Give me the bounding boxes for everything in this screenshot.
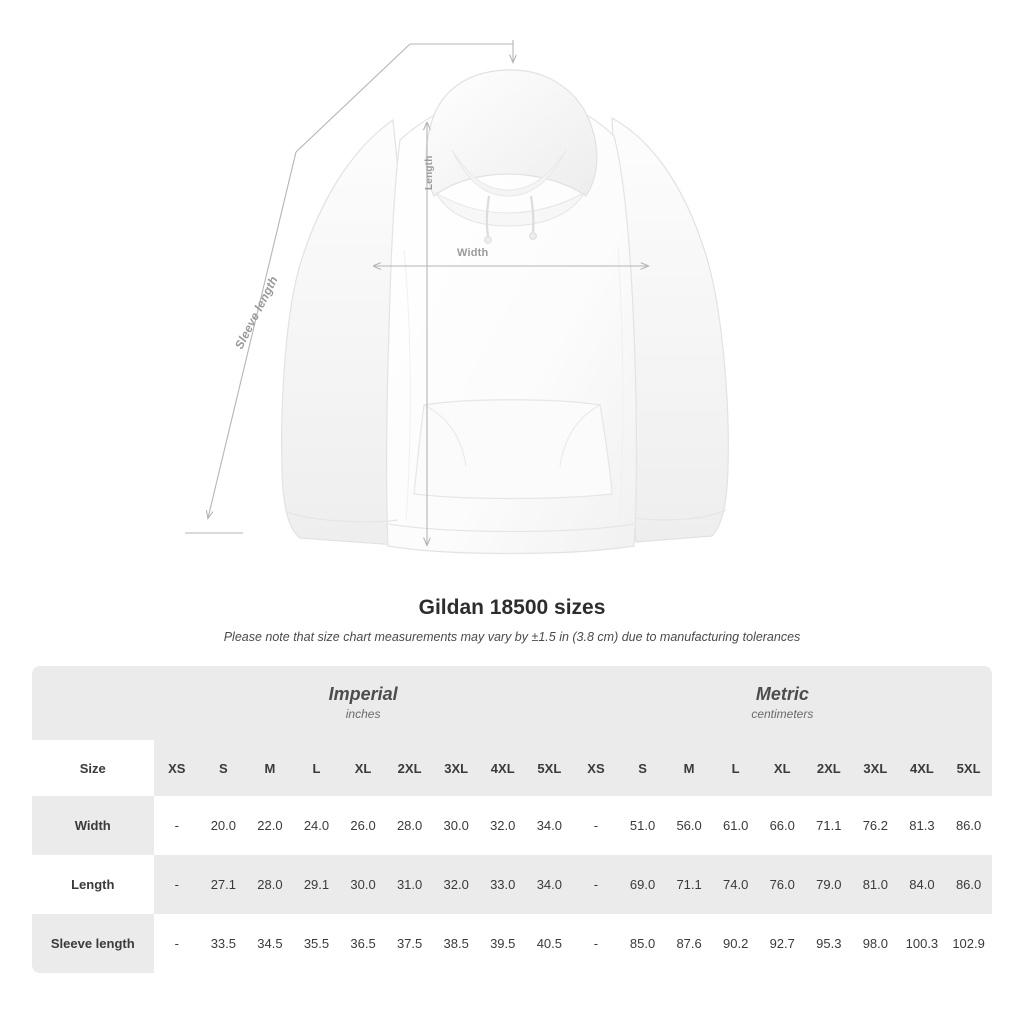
unit-header-row bbox=[32, 666, 992, 740]
width-dimension-label: Width bbox=[457, 247, 489, 259]
cell-width-metric-s: 51.0 bbox=[619, 796, 666, 855]
size-header-label: Size bbox=[32, 740, 154, 796]
size-header-metric-xl: XL bbox=[759, 740, 806, 796]
cell-sleeve-metric-l: 90.2 bbox=[712, 914, 759, 973]
cell-width-metric-m: 56.0 bbox=[666, 796, 713, 855]
cell-width-imperial-s: 20.0 bbox=[200, 796, 247, 855]
page-title: Gildan 18500 sizes bbox=[418, 596, 606, 619]
cell-sleeve-metric-5xl: 102.9 bbox=[945, 914, 992, 973]
size-header-metric-l: L bbox=[712, 740, 759, 796]
size-header-metric-s: S bbox=[619, 740, 666, 796]
chart-heading bbox=[0, 596, 1024, 644]
size-header-imperial-4xl: 4XL bbox=[479, 740, 526, 796]
cell-sleeve-imperial-4xl: 39.5 bbox=[479, 914, 526, 973]
cell-sleeve-metric-4xl: 100.3 bbox=[899, 914, 946, 973]
garment-shape bbox=[282, 70, 729, 554]
size-header-metric-m: M bbox=[666, 740, 713, 796]
cell-length-imperial-3xl: 32.0 bbox=[433, 855, 480, 914]
cell-sleeve-imperial-xl: 36.5 bbox=[340, 914, 387, 973]
cell-length-imperial-5xl: 34.0 bbox=[526, 855, 573, 914]
cell-sleeve-imperial-s: 33.5 bbox=[200, 914, 247, 973]
cell-sleeve-metric-3xl: 98.0 bbox=[852, 914, 899, 973]
cell-sleeve-imperial-5xl: 40.5 bbox=[526, 914, 573, 973]
size-header-imperial-2xl: 2XL bbox=[386, 740, 433, 796]
cell-width-metric-4xl: 81.3 bbox=[899, 796, 946, 855]
unit-header-imperial bbox=[154, 666, 573, 740]
cell-width-metric-xs: - bbox=[573, 796, 620, 855]
cell-width-metric-2xl: 71.1 bbox=[806, 796, 853, 855]
size-header-row bbox=[32, 740, 992, 796]
size-header-metric-2xl: 2XL bbox=[806, 740, 853, 796]
cell-length-imperial-4xl: 33.0 bbox=[479, 855, 526, 914]
cell-width-metric-xl: 66.0 bbox=[759, 796, 806, 855]
cell-length-metric-xs: - bbox=[573, 855, 620, 914]
cell-length-metric-m: 71.1 bbox=[666, 855, 713, 914]
cell-length-imperial-l: 29.1 bbox=[293, 855, 340, 914]
cell-width-imperial-4xl: 32.0 bbox=[479, 796, 526, 855]
cell-sleeve-metric-s: 85.0 bbox=[619, 914, 666, 973]
cell-sleeve-imperial-m: 34.5 bbox=[247, 914, 294, 973]
row-label-length: Length bbox=[32, 855, 154, 914]
unit-name-imperial: Imperial bbox=[328, 684, 398, 705]
length-dimension-label: Length bbox=[424, 155, 435, 190]
size-header-metric-3xl: 3XL bbox=[852, 740, 899, 796]
size-header-imperial-xl: XL bbox=[340, 740, 387, 796]
table-row bbox=[32, 855, 992, 914]
cell-length-imperial-s: 27.1 bbox=[200, 855, 247, 914]
row-label-width: Width bbox=[32, 796, 154, 855]
size-header-metric-4xl: 4XL bbox=[899, 740, 946, 796]
size-header-imperial-m: M bbox=[247, 740, 294, 796]
cell-width-metric-5xl: 86.0 bbox=[945, 796, 992, 855]
cell-sleeve-imperial-xs: - bbox=[154, 914, 201, 973]
cell-sleeve-metric-xs: - bbox=[573, 914, 620, 973]
cell-width-imperial-m: 22.0 bbox=[247, 796, 294, 855]
cell-width-metric-3xl: 76.2 bbox=[852, 796, 899, 855]
cell-sleeve-imperial-3xl: 38.5 bbox=[433, 914, 480, 973]
table-row bbox=[32, 796, 992, 855]
unit-sub-metric: centimeters bbox=[751, 706, 814, 721]
cell-width-imperial-xl: 26.0 bbox=[340, 796, 387, 855]
cell-width-imperial-3xl: 30.0 bbox=[433, 796, 480, 855]
cell-length-metric-2xl: 79.0 bbox=[806, 855, 853, 914]
cell-width-imperial-l: 24.0 bbox=[293, 796, 340, 855]
size-header-metric-5xl: 5XL bbox=[945, 740, 992, 796]
cell-width-imperial-5xl: 34.0 bbox=[526, 796, 573, 855]
cell-sleeve-imperial-2xl: 37.5 bbox=[386, 914, 433, 973]
row-label-sleeve-length: Sleeve length bbox=[32, 914, 154, 973]
table-row bbox=[32, 914, 992, 973]
cell-length-metric-l: 74.0 bbox=[712, 855, 759, 914]
cell-length-imperial-m: 28.0 bbox=[247, 855, 294, 914]
cell-width-imperial-xs: - bbox=[154, 796, 201, 855]
tolerance-note: Please note that size chart measurements may vary by ±1.5 in (3.8 cm) due to manufacturing tolerances bbox=[223, 630, 801, 644]
unit-name-metric: Metric bbox=[755, 684, 809, 705]
cell-length-metric-5xl: 86.0 bbox=[945, 855, 992, 914]
unit-header-metric bbox=[573, 666, 992, 740]
cell-width-imperial-2xl: 28.0 bbox=[386, 796, 433, 855]
size-header-imperial-5xl: 5XL bbox=[526, 740, 573, 796]
size-header-imperial-3xl: 3XL bbox=[433, 740, 480, 796]
cell-length-metric-xl: 76.0 bbox=[759, 855, 806, 914]
size-chart-table bbox=[32, 666, 992, 973]
cell-length-imperial-xl: 30.0 bbox=[340, 855, 387, 914]
cell-sleeve-metric-2xl: 95.3 bbox=[806, 914, 853, 973]
size-header-imperial-xs: XS bbox=[154, 740, 201, 796]
cell-length-imperial-xs: - bbox=[154, 855, 201, 914]
cell-length-metric-4xl: 84.0 bbox=[899, 855, 946, 914]
cell-sleeve-metric-xl: 92.7 bbox=[759, 914, 806, 973]
cell-sleeve-imperial-l: 35.5 bbox=[293, 914, 340, 973]
size-table-wrapper bbox=[32, 666, 992, 973]
sleeve-length-dimension-label: Sleeve length bbox=[232, 273, 281, 352]
size-header-imperial-l: L bbox=[293, 740, 340, 796]
table-corner-cell bbox=[32, 666, 154, 740]
cell-width-metric-l: 61.0 bbox=[712, 796, 759, 855]
cell-sleeve-metric-m: 87.6 bbox=[666, 914, 713, 973]
cell-length-metric-3xl: 81.0 bbox=[852, 855, 899, 914]
unit-sub-imperial: inches bbox=[345, 706, 381, 721]
cell-length-imperial-2xl: 31.0 bbox=[386, 855, 433, 914]
size-header-metric-xs: XS bbox=[573, 740, 620, 796]
size-header-imperial-s: S bbox=[200, 740, 247, 796]
cell-length-metric-s: 69.0 bbox=[619, 855, 666, 914]
